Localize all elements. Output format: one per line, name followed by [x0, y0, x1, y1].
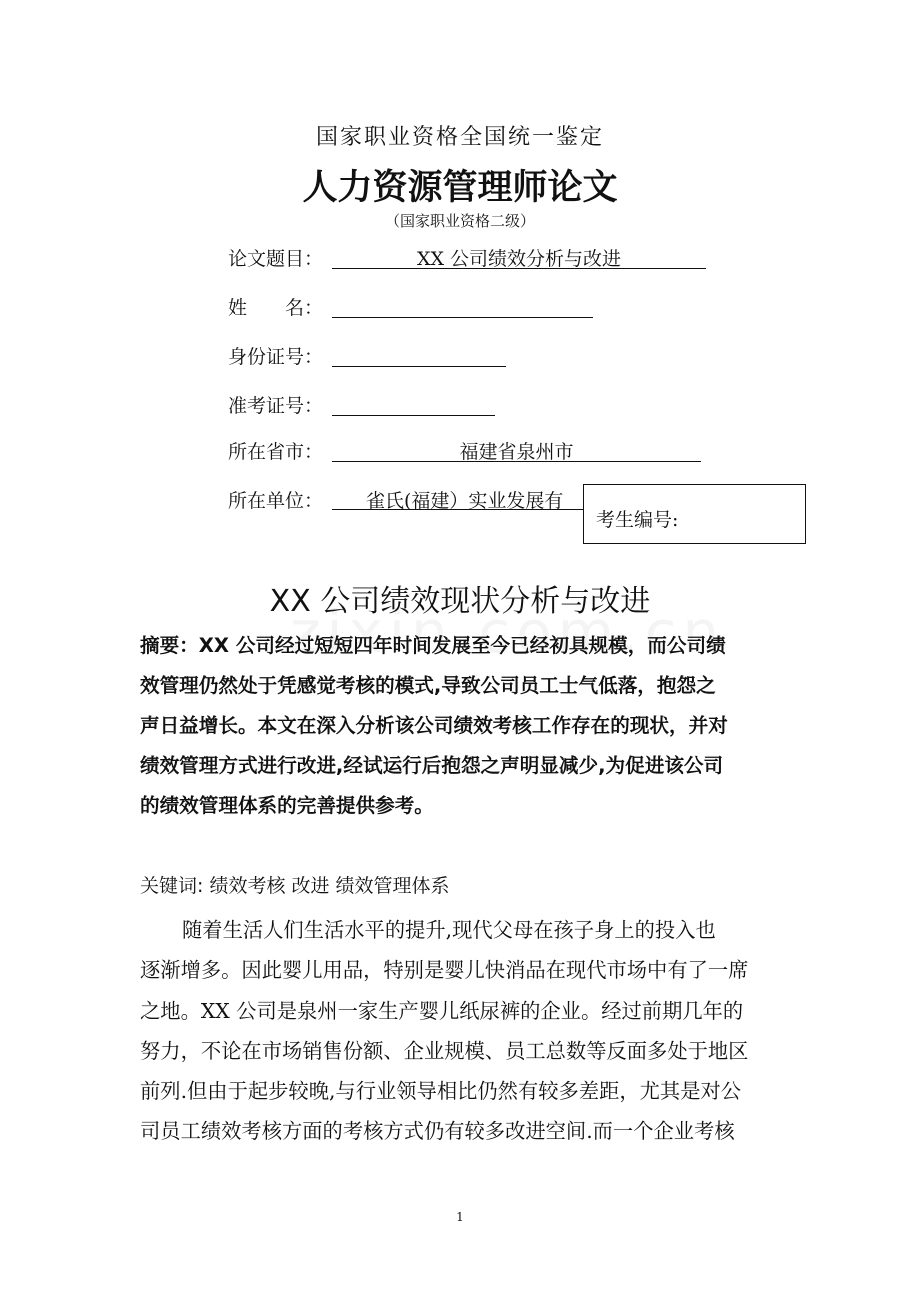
- abstract: [140, 626, 782, 826]
- field-label: 所在单位：: [228, 490, 324, 512]
- candidate-number-label: 考生编号:: [596, 509, 679, 531]
- abstract-line: 摘要：XX 公司经过短短四年时间发展至今已经初具规模，而公司绩: [140, 634, 726, 657]
- abstract-line: 效管理仍然处于凭感觉考核的模式,导致公司员工士气低落，抱怨之: [140, 674, 716, 697]
- field-value: [332, 342, 506, 367]
- body-line: 司员工绩效考核方面的考核方式仍有较多改进空间.而一个企业考核: [140, 1119, 735, 1144]
- field-label: 身份证号：: [228, 346, 324, 368]
- field-label: 姓 名：: [228, 297, 324, 319]
- field-value: 福建省泉州市: [332, 437, 701, 462]
- field-label: 所在省市：: [228, 441, 324, 463]
- certification-line: 国家职业资格全国统一鉴定: [315, 125, 604, 150]
- field-value: XX 公司绩效分析与改进: [332, 244, 706, 269]
- field-value: 雀氏(福建）实业发展有: [332, 486, 598, 510]
- body-line: 之地。XX 公司是泉州一家生产婴儿纸尿裤的企业。经过前期几年的: [140, 998, 744, 1023]
- body-paragraph: [140, 910, 782, 1152]
- keywords: 关键词: 绩效考核 改进 绩效管理体系: [140, 875, 450, 897]
- qualification-level: （国家职业资格二级）: [384, 212, 535, 230]
- field-label: 准考证号：: [228, 395, 324, 417]
- field-value: [332, 293, 593, 318]
- abstract-line: 的绩效管理体系的完善提供参考。: [140, 794, 434, 817]
- body-line: 逐渐增多。因此婴儿用品，特别是婴儿快消品在现代市场中有了一席: [140, 958, 749, 983]
- body-line: 前列.但由于起步较晚,与行业领导相比仍然有较多差距，尤其是对公: [140, 1079, 742, 1104]
- body-line: 努力，不论在市场销售份额、企业规模、员工总数等反面多处于地区: [140, 1038, 749, 1063]
- body-line: 随着生活人们生活水平的提升,现代父母在孩子身上的投入也: [182, 918, 716, 942]
- paper-title: XX 公司绩效现状分析与改进: [269, 584, 651, 619]
- abstract-line: 声日益增长。本文在深入分析该公司绩效考核工作存在的现状，并对: [140, 714, 728, 737]
- field-label: 论文题目：: [228, 248, 324, 270]
- main-title: 人力资源管理师论文: [302, 168, 618, 208]
- field-value: [332, 391, 495, 416]
- candidate-number-box: [583, 484, 806, 544]
- page-number: 1: [456, 1210, 464, 1224]
- abstract-line: 绩效管理方式进行改进,经试运行后抱怨之声明显减少,为促进该公司: [140, 754, 724, 777]
